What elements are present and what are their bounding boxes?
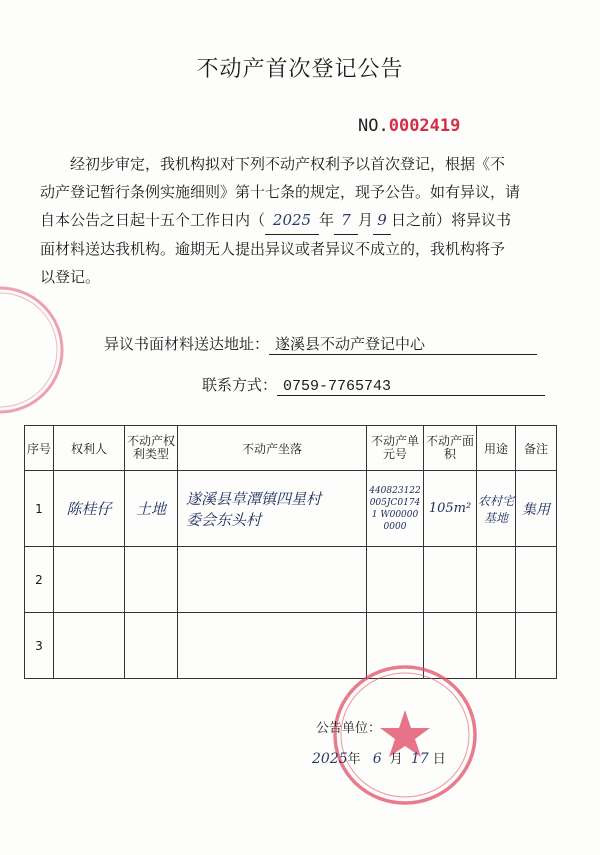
body-line-3c: 月 [358, 211, 374, 229]
date-month-unit: 月 [389, 752, 403, 767]
body-line-3d: 日之前）将异议书 [391, 211, 512, 229]
cell-unit: 440823122 005JC01741 W00000 0000 [367, 471, 424, 547]
announcing-unit-label: 公告单位： [316, 721, 382, 736]
address-value: 遂溪县不动产登记中心 [269, 333, 537, 355]
header-holder: 权利人 [54, 426, 125, 471]
cell-seq: 3 [25, 613, 54, 679]
header-seq: 序号 [25, 426, 54, 471]
cell-area [424, 547, 477, 613]
number-value: 0002419 [388, 116, 461, 136]
header-type: 不动产权利类型 [125, 426, 178, 471]
date-day: 17 [410, 751, 429, 767]
cell-seq: 2 [25, 547, 54, 613]
header-area: 不动产面 积 [424, 426, 477, 471]
date-year-unit: 年 [347, 752, 361, 767]
contact-label: 联系方式： [202, 376, 278, 394]
body-line-3b: 年 [319, 211, 335, 229]
left-seal-stamp [0, 280, 70, 420]
document-number [358, 116, 460, 136]
announcement-date [312, 748, 446, 767]
table-row [25, 547, 557, 613]
cell-note: 集用 [516, 471, 557, 547]
cell-holder [54, 613, 125, 679]
cell-holder [54, 547, 125, 613]
deadline-year: 2025 [265, 206, 319, 235]
header-use: 用途 [477, 426, 516, 471]
body-line-3 [40, 206, 568, 235]
date-month: 6 [372, 751, 382, 767]
contact-value: 0759-7765743 [277, 378, 545, 396]
date-year: 2025 [312, 751, 348, 767]
table-header-row [25, 426, 557, 471]
body-line-3a: 自本公告之日起十五个工作日内（ [40, 211, 266, 229]
body-line-2: 动产登记暂行条例实施细则》第十七条的规定，现予公告。如有异议，请 [40, 183, 521, 201]
cell-use [477, 547, 516, 613]
body-line-1: 经初步审定，我机构拟对下列不动产权利予以首次登记，根据《不 [70, 155, 506, 173]
cell-area: 105m² [424, 471, 477, 547]
cell-seq: 1 [25, 471, 54, 547]
cell-holder: 陈桂仔 [54, 471, 125, 547]
location-line-1: 遂溪县草潭镇四星村 [186, 489, 322, 508]
header-note: 备注 [516, 426, 557, 471]
registration-table [24, 425, 557, 679]
cell-type: 土地 [125, 471, 178, 547]
header-location: 不动产坐落 [178, 426, 367, 471]
cell-unit [367, 547, 424, 613]
table-row [25, 471, 557, 547]
header-unit: 不动产单元号 [367, 426, 424, 471]
cell-note [516, 613, 557, 679]
page-title: 不动产首次登记公告 [196, 57, 404, 82]
contact-info [202, 374, 545, 396]
cell-note [516, 547, 557, 613]
body-line-4: 面材料送达我机构。逾期无人提出异议或者异议不成立的，我机构将予 [40, 240, 506, 258]
cell-type [125, 547, 178, 613]
cell-type [125, 613, 178, 679]
number-prefix: NO. [358, 116, 389, 136]
location-line-2: 委会东头村 [186, 510, 262, 529]
notice-body [40, 150, 568, 291]
deadline-day: 9 [373, 206, 391, 235]
cell-location [178, 471, 367, 547]
body-line-5: 以登记。 [40, 268, 101, 286]
date-day-unit: 日 [432, 752, 446, 767]
cell-location [178, 547, 367, 613]
cell-use: 农村宅基地 [477, 471, 516, 547]
objection-address [104, 333, 537, 355]
address-label: 异议书面材料送达地址： [104, 335, 270, 353]
deadline-month: 7 [334, 206, 358, 235]
